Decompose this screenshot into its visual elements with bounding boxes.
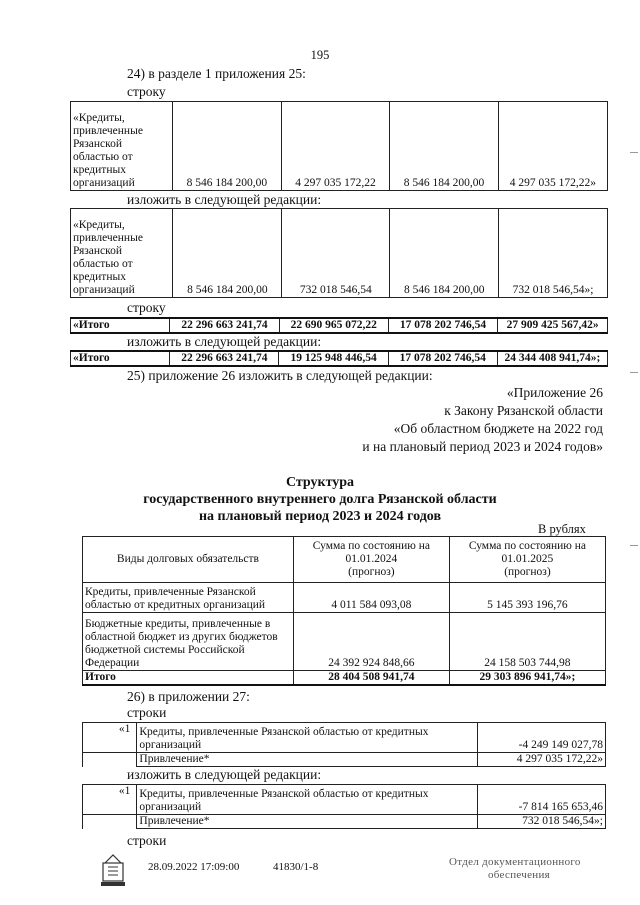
- value-cell: 4 297 035 172,22»: [498, 102, 607, 191]
- value-cell: 732 018 546,54»;: [499, 209, 608, 298]
- item26-edit-label: изложить в следующей редакции:: [127, 767, 322, 782]
- row-value-cell: -4 249 149 027,78: [477, 723, 605, 753]
- item25-heading: 25) приложение 26 изложить в следующей редакции:: [127, 368, 433, 383]
- item26-rows-label: строки: [127, 705, 167, 720]
- total-value-cell: 24 344 408 941,74»;: [497, 351, 607, 366]
- scan-edge-mark: [630, 372, 638, 373]
- empty-cell: [83, 815, 137, 829]
- total-row: [83, 671, 606, 686]
- total-value-cell: 27 909 425 567,42»: [498, 318, 608, 333]
- footer-datetime: 28.09.2022 17:09:00: [148, 861, 240, 873]
- row-label-cell: Кредиты, привлеченные Рязанской областью от кредитных организаций: [137, 785, 477, 815]
- footer-stamp-line1: Отдел документационного: [449, 856, 581, 868]
- credit-label-cell: «Кредиты, привлеченные Рязанской областью от кредитных организаций: [71, 209, 173, 298]
- footer-doc-number: 41830/1-8: [273, 861, 319, 873]
- item24-row-label: строку: [127, 84, 166, 99]
- total-value-cell: 22 690 965 072,22: [279, 318, 388, 333]
- total-label-cell: «Итого: [71, 351, 170, 366]
- item24-old-credit-table: [70, 101, 608, 191]
- row-label-cell: Привлечение*: [137, 815, 477, 829]
- structure-subtitle: государственного внутреннего долга Рязанской области: [143, 492, 497, 507]
- header-2025: Сумма по состоянию на 01.01.2025 (прогноз): [449, 537, 605, 583]
- total-value-cell: 17 078 202 746,54: [388, 318, 497, 333]
- item26-rows-label-2: строки: [127, 833, 167, 848]
- table-row: [83, 583, 606, 613]
- total-label-cell: «Итого: [71, 318, 170, 333]
- row-value-cell: 4 297 035 172,22»: [477, 753, 605, 767]
- appendix-line: «Об областном бюджете на 2022 год: [393, 421, 603, 436]
- total-value-cell: 19 125 948 446,54: [279, 351, 388, 366]
- coat-of-arms-icon: [100, 853, 126, 887]
- item24-new-total-table: [70, 350, 608, 367]
- debt-type-cell: Бюджетные кредиты, привлеченные в областной бюджет из других бюджетов бюджетной системы Российской Федерации: [83, 613, 294, 671]
- total-2025-cell: 29 303 896 941,74»;: [449, 671, 605, 686]
- value-cell: 8 546 184 200,00: [390, 209, 499, 298]
- appendix-line: и на плановый период 2023 и 2024 годов»: [362, 439, 603, 454]
- footer-stamp-line2: обеспечения: [488, 869, 551, 881]
- empty-cell: [83, 753, 137, 767]
- value-cell: 8 546 184 200,00: [173, 102, 282, 191]
- credit-label-cell: «Кредиты, привлеченные Рязанской областью от кредитных организаций: [71, 102, 173, 191]
- structure-title: Структура: [285, 475, 355, 490]
- page-number: 195: [310, 48, 330, 62]
- total-label-cell: Итого: [83, 671, 294, 686]
- row-number-cell: «1: [83, 723, 137, 753]
- total-value-cell: 22 296 663 241,74: [170, 351, 279, 366]
- debt-type-cell: Кредиты, привлеченные Рязанской областью от кредитных организаций: [83, 583, 294, 613]
- value-2024-cell: 24 392 924 848,66: [293, 613, 449, 671]
- value-cell: 8 546 184 200,00: [390, 102, 499, 191]
- item24-edit-label-2: изложить в следующей редакции:: [127, 334, 322, 349]
- value-cell: 732 018 546,54: [282, 209, 390, 298]
- structure-period: на плановый период 2023 и 2024 годов: [198, 509, 442, 524]
- row-label-cell: Привлечение*: [137, 753, 477, 767]
- header-2024: Сумма по состоянию на 01.01.2024 (прогноз): [293, 537, 449, 583]
- item24-edit-label: изложить в следующей редакции:: [127, 192, 322, 207]
- total-value-cell: 17 078 202 746,54: [388, 351, 497, 366]
- item24-old-total-table: [70, 317, 608, 334]
- row-number-cell: «1: [83, 785, 137, 815]
- item24-heading: 24) в разделе 1 приложения 25:: [127, 66, 306, 81]
- header-debt-type: Виды долговых обязательств: [83, 537, 294, 583]
- item26-old-table: [82, 722, 606, 767]
- total-2024-cell: 28 404 508 941,74: [293, 671, 449, 686]
- row-value-cell: 732 018 546,54»;: [477, 815, 605, 829]
- item24-new-credit-table: [70, 208, 608, 298]
- total-value-cell: 22 296 663 241,74: [170, 318, 279, 333]
- table-row: [83, 753, 606, 767]
- debt-structure-table: [82, 536, 606, 686]
- row-label-cell: Кредиты, привлеченные Рязанской областью от кредитных организаций: [137, 723, 477, 753]
- units-label: В рублях: [538, 522, 586, 536]
- item26-new-table: [82, 784, 606, 829]
- scan-edge-mark: [630, 545, 638, 546]
- row-value-cell: -7 814 165 653,46: [477, 785, 605, 815]
- value-2024-cell: 4 011 584 093,08: [293, 583, 449, 613]
- value-2025-cell: 5 145 393 196,76: [449, 583, 605, 613]
- value-cell: 8 546 184 200,00: [173, 209, 282, 298]
- table-row: [83, 815, 606, 829]
- item26-heading: 26) в приложении 27:: [127, 689, 250, 704]
- table-row: [83, 613, 606, 671]
- value-cell: 4 297 035 172,22: [281, 102, 390, 191]
- table-row: [83, 723, 606, 753]
- scan-edge-mark: [630, 152, 638, 153]
- value-2025-cell: 24 158 503 744,98: [449, 613, 605, 671]
- appendix-line: к Закону Рязанской области: [444, 403, 603, 418]
- table-row: [83, 785, 606, 815]
- item24-row-label-2: строку: [127, 300, 166, 315]
- appendix-line: «Приложение 26: [506, 385, 603, 400]
